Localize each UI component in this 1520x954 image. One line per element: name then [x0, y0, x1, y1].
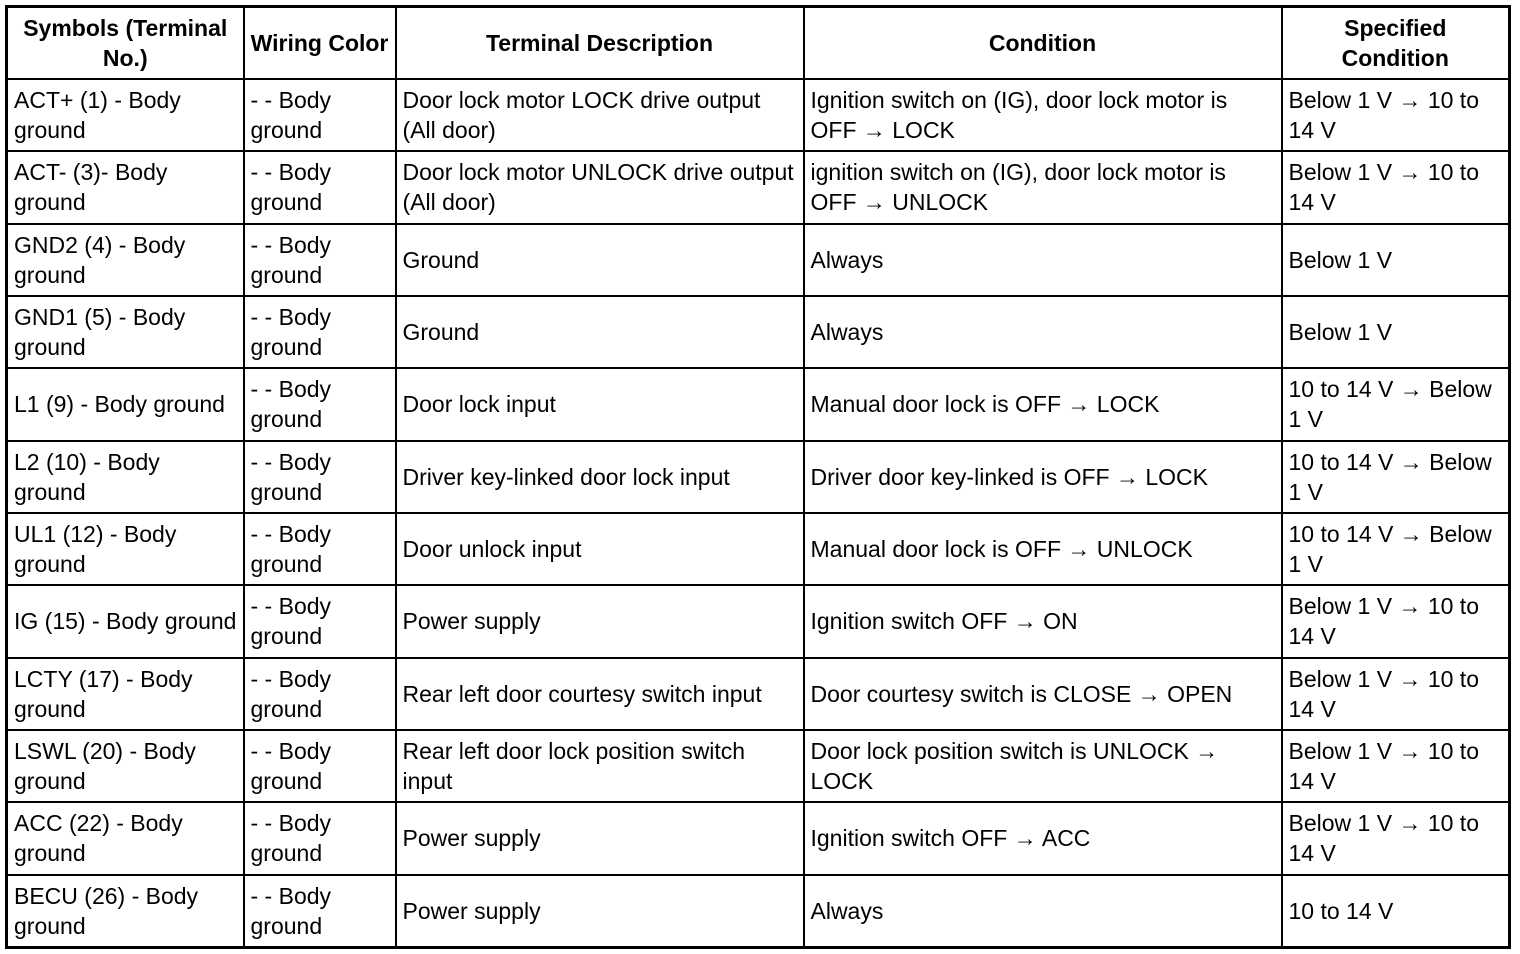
cell-specified: Below 1 V → 10 to 14 V: [1282, 802, 1510, 874]
cell-symbol: UL1 (12) - Body ground: [7, 513, 244, 585]
cell-symbol: L1 (9) - Body ground: [7, 368, 244, 440]
cell-symbol: LSWL (20) - Body ground: [7, 730, 244, 802]
cell-specified: 10 to 14 V → Below 1 V: [1282, 368, 1510, 440]
cell-description: Door lock motor UNLOCK drive output (All door): [396, 151, 804, 223]
table-row: [7, 224, 1510, 296]
cell-condition: Manual door lock is OFF → LOCK: [804, 368, 1282, 440]
table-row: [7, 151, 1510, 223]
cell-description: Door lock input: [396, 368, 804, 440]
header-specified-condition: Specified Condition: [1282, 7, 1510, 80]
cell-symbol: LCTY (17) - Body ground: [7, 658, 244, 730]
cell-description: Ground: [396, 296, 804, 368]
header-condition: Condition: [804, 7, 1282, 80]
cell-specified: Below 1 V: [1282, 296, 1510, 368]
cell-condition: Door courtesy switch is CLOSE → OPEN: [804, 658, 1282, 730]
cell-wiring-color: - - Body ground: [244, 513, 396, 585]
table-row: [7, 658, 1510, 730]
cell-wiring-color: - - Body ground: [244, 151, 396, 223]
header-wiring-color: Wiring Color: [244, 7, 396, 80]
cell-specified: Below 1 V → 10 to 14 V: [1282, 151, 1510, 223]
cell-specified: 10 to 14 V → Below 1 V: [1282, 441, 1510, 513]
cell-description: Power supply: [396, 802, 804, 874]
cell-description: Power supply: [396, 875, 804, 948]
table-header: [7, 7, 1510, 80]
table-row: [7, 802, 1510, 874]
cell-wiring-color: - - Body ground: [244, 730, 396, 802]
cell-specified: Below 1 V: [1282, 224, 1510, 296]
cell-specified: Below 1 V → 10 to 14 V: [1282, 730, 1510, 802]
cell-specified: Below 1 V → 10 to 14 V: [1282, 585, 1510, 657]
cell-condition: Ignition switch OFF → ACC: [804, 802, 1282, 874]
cell-description: Door unlock input: [396, 513, 804, 585]
cell-condition: Door lock position switch is UNLOCK → LOCK: [804, 730, 1282, 802]
table-row: [7, 79, 1510, 151]
table-row: [7, 368, 1510, 440]
cell-symbol: ACT- (3)- Body ground: [7, 151, 244, 223]
cell-description: Door lock motor LOCK drive output (All door): [396, 79, 804, 151]
cell-specified: 10 to 14 V: [1282, 875, 1510, 948]
cell-description: Rear left door lock position switch input: [396, 730, 804, 802]
cell-specified: Below 1 V → 10 to 14 V: [1282, 79, 1510, 151]
header-row: [7, 7, 1510, 80]
cell-wiring-color: - - Body ground: [244, 875, 396, 948]
cell-specified: Below 1 V → 10 to 14 V: [1282, 658, 1510, 730]
cell-specified: 10 to 14 V → Below 1 V: [1282, 513, 1510, 585]
cell-condition: ignition switch on (IG), door lock motor is OFF → UNLOCK: [804, 151, 1282, 223]
cell-condition: Ignition switch on (IG), door lock motor is OFF → LOCK: [804, 79, 1282, 151]
cell-wiring-color: - - Body ground: [244, 368, 396, 440]
cell-wiring-color: - - Body ground: [244, 585, 396, 657]
cell-symbol: IG (15) - Body ground: [7, 585, 244, 657]
cell-description: Ground: [396, 224, 804, 296]
table-row: [7, 513, 1510, 585]
cell-description: Driver key-linked door lock input: [396, 441, 804, 513]
cell-symbol: GND1 (5) - Body ground: [7, 296, 244, 368]
table-row: [7, 296, 1510, 368]
header-symbols: Symbols (Terminal No.): [7, 7, 244, 80]
cell-symbol: BECU (26) - Body ground: [7, 875, 244, 948]
cell-symbol: ACC (22) - Body ground: [7, 802, 244, 874]
cell-symbol: L2 (10) - Body ground: [7, 441, 244, 513]
terminal-spec-table: [5, 5, 1511, 949]
table-body: [7, 79, 1510, 948]
cell-description: Rear left door courtesy switch input: [396, 658, 804, 730]
table-row: [7, 730, 1510, 802]
cell-condition: Driver door key-linked is OFF → LOCK: [804, 441, 1282, 513]
cell-condition: Ignition switch OFF → ON: [804, 585, 1282, 657]
cell-wiring-color: - - Body ground: [244, 658, 396, 730]
cell-wiring-color: - - Body ground: [244, 224, 396, 296]
table-row: [7, 875, 1510, 948]
cell-wiring-color: - - Body ground: [244, 296, 396, 368]
cell-wiring-color: - - Body ground: [244, 441, 396, 513]
table-row: [7, 441, 1510, 513]
cell-wiring-color: - - Body ground: [244, 79, 396, 151]
cell-description: Power supply: [396, 585, 804, 657]
cell-condition: Always: [804, 875, 1282, 948]
cell-wiring-color: - - Body ground: [244, 802, 396, 874]
cell-condition: Manual door lock is OFF → UNLOCK: [804, 513, 1282, 585]
cell-condition: Always: [804, 296, 1282, 368]
cell-condition: Always: [804, 224, 1282, 296]
cell-symbol: ACT+ (1) - Body ground: [7, 79, 244, 151]
header-terminal-description: Terminal Description: [396, 7, 804, 80]
table-row: [7, 585, 1510, 657]
cell-symbol: GND2 (4) - Body ground: [7, 224, 244, 296]
